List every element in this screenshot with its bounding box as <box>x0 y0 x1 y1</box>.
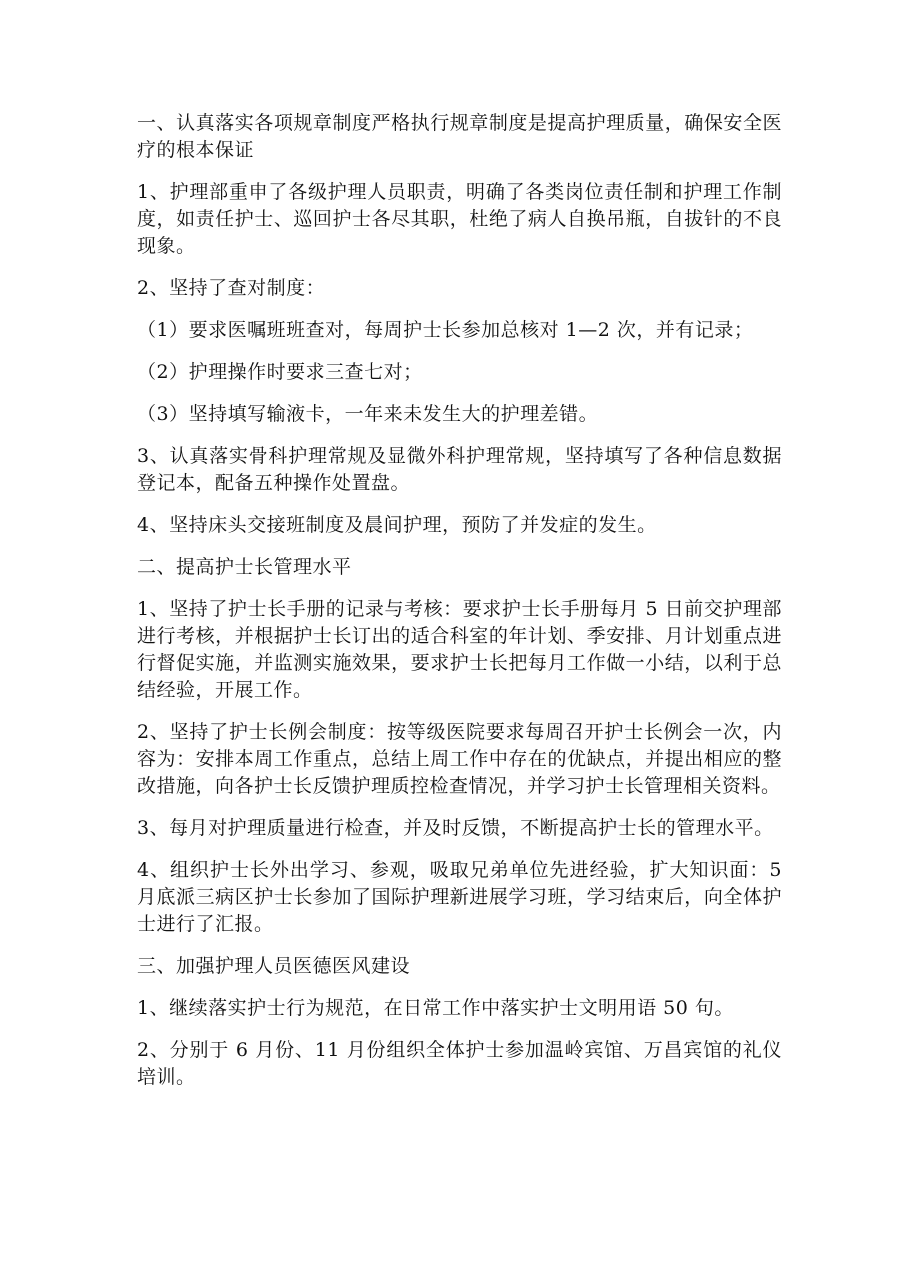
paragraph-item: 3、认真落实骨科护理常规及显微外科护理常规，坚持填写了各种信息数据登记本，配备五种操作处置盘。 <box>137 445 782 494</box>
paragraph-item: 2、坚持了查对制度： <box>137 277 326 299</box>
paragraph-item: 1、护理部重申了各级护理人员职责，明确了各类岗位责任制和护理工作制度，如责任护士、巡回护士各尽其职，杜绝了病人自换吊瓶，自拔针的不良现象。 <box>137 181 782 257</box>
paragraph-item: 4、组织护士长外出学习、参观，吸取兄弟单位先进经验，扩大知识面：5 月底派三病区护士长参加了国际护理新进展学习班，学习结束后，向全体护士进行了汇报。 <box>137 859 782 935</box>
paragraph-item: 2、坚持了护士长例会制度：按等级医院要求每周召开护士长例会一次，内容为：安排本周工作重点，总结上周工作中存在的优缺点，并提出相应的整改措施，向各护士长反馈护理质控检查情况，并学习护士长管理相关资料。 <box>137 721 782 797</box>
section-heading-2: 二、提高护士长管理水平 <box>137 556 352 578</box>
document-body <box>137 110 782 1106</box>
paragraph-item: 3、每月对护理质量进行检查，并及时反馈，不断提高护士长的管理水平。 <box>137 817 774 839</box>
paragraph-item: 1、继续落实护士行为规范，在日常工作中落实护士文明用语 50 句。 <box>137 997 734 1019</box>
paragraph-item: 1、坚持了护士长手册的记录与考核：要求护士长手册每月 5 日前交护理部进行考核，并根据护士长订出的适合科室的年计划、季安排、月计划重点进行督促实施，并监测实施效果，要求护士长把每月工作做一小结，以利于总结经验，开展工作。 <box>137 598 782 701</box>
paragraph-item: 2、分别于 6 月份、11 月份组织全体护士参加温岭宾馆、万昌宾馆的礼仪培训。 <box>137 1039 782 1088</box>
paragraph-subitem: （3）坚持填写输液卡，一年来未发生大的护理差错。 <box>137 403 599 425</box>
section-heading-3: 三、加强护理人员医德医风建设 <box>137 955 411 977</box>
section-heading-1: 一、认真落实各项规章制度严格执行规章制度是提高护理质量，确保安全医疗的根本保证 <box>137 112 782 161</box>
paragraph-subitem: （1）要求医嘱班班查对，每周护士长参加总核对 1—2 次，并有记录； <box>137 319 754 341</box>
paragraph-item: 4、坚持床头交接班制度及晨间护理，预防了并发症的发生。 <box>137 514 657 536</box>
paragraph-subitem: （2）护理操作时要求三查七对； <box>137 361 423 383</box>
